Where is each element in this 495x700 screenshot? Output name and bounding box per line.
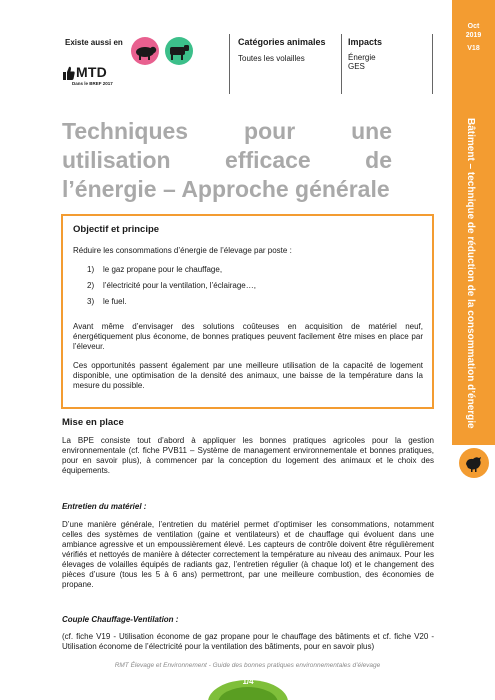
header-divider — [341, 34, 342, 94]
pig-icon — [130, 36, 160, 66]
mtd-logo: MTD — [76, 64, 107, 80]
band-year: 2019 — [465, 32, 482, 39]
page-number: 1/4 — [242, 677, 254, 686]
hen-icon — [458, 447, 490, 479]
objective-paragraph: Avant même d’envisager des solutions coûteuses en acquisition de matériel neuf, énergétiquement plus économe, de bonnes pratiques peuvent facilement être mises en place par l’éleveur. — [73, 322, 423, 351]
band-month: Oct — [467, 23, 480, 30]
objective-paragraph: Ces opportunités passent également par une meilleure utilisation de la capacité de logement disponible, une optimisation de la densité des animaux, une baisse de la température dans la mesure du possible. — [73, 361, 423, 390]
mtd-subtitle: Dans le BREF 2017 — [72, 81, 113, 86]
categories-value: Toutes les volailles — [238, 54, 305, 63]
list-item-number: 2) — [87, 281, 95, 290]
objective-title: Objectif et principe — [73, 224, 160, 235]
list-item: le fuel. — [103, 297, 127, 306]
cow-icon — [164, 36, 194, 66]
header-divider — [229, 34, 230, 94]
exists-also-label: Existe aussi en — [65, 38, 123, 47]
thumbs-up-icon — [63, 66, 75, 80]
objective-intro: Réduire les consommations d’énergie de l’élevage par poste : — [73, 246, 292, 255]
maintenance-text: D’une manière générale, l’entretien du matériel permet d’optimiser les consommations, notamment celles des systèmes de ventilation (gaine et ventilateurs) et de chauffage qui évoluent dans une ambiance agressive et un empoussièrement élevé. Les capteurs de contrôle doivent être régulièrement vérifiés et nettoyés de manière à détecter correctement la température au niveau des animaux. Pour les élevages de volailles équipés de radiants gaz, l’entretien régulier (à chaque lot) et le changement des pièces d’usure (tous les 5 à 6 ans) permettront, par une meilleure combustion, des économies de propane. — [62, 520, 434, 589]
impact-energy: Énergie — [348, 53, 376, 62]
impacts-title: Impacts — [348, 37, 383, 47]
list-item: l’électricité pour la ventilation, l’éclairage…, — [103, 281, 256, 290]
implementation-text: La BPE consiste tout d’abord à appliquer les bonnes pratiques agricoles pour la gestion environnementale (cf. fiche PVB11 – Système de management environnementale et bonnes pratiques, pour en savoir plus), à commencer par la conception du logement des animaux et le choix des équipements. — [62, 436, 434, 475]
footer-text: RMT Élevage et Environnement - Guide des bonnes pratiques environnementales d’élevage — [114, 662, 381, 669]
band-date — [452, 22, 495, 40]
heating-ventilation-text: (cf. fiche V19 - Utilisation économe de gaz propane pour le chauffage des bâtiments et cf. fiche V20 - Utilisation économe de l’électricité pour la ventilation des bâtiments, pour en savoir plus) — [62, 632, 434, 651]
list-item: le gaz propane pour le chauffage, — [103, 265, 223, 274]
list-item-number: 3) — [87, 297, 95, 306]
band-vertical-title: Bâtiment – technique de réduction de la consommation d’énergie — [465, 118, 476, 429]
impact-ges: GES — [348, 62, 365, 71]
maintenance-subtitle: Entretien du matériel : — [62, 502, 147, 511]
band-code: V18 — [467, 45, 480, 52]
list-item-number: 1) — [87, 265, 95, 274]
implementation-title: Mise en place — [62, 417, 124, 428]
categories-title: Catégories animales — [238, 37, 326, 47]
header-divider — [432, 34, 433, 94]
impacts-values — [348, 53, 376, 71]
page-title: Techniques pour une utilisation efficace de l’énergie – Approche générale — [62, 118, 392, 202]
heating-ventilation-subtitle: Couple Chauffage-Ventilation : — [62, 615, 179, 624]
